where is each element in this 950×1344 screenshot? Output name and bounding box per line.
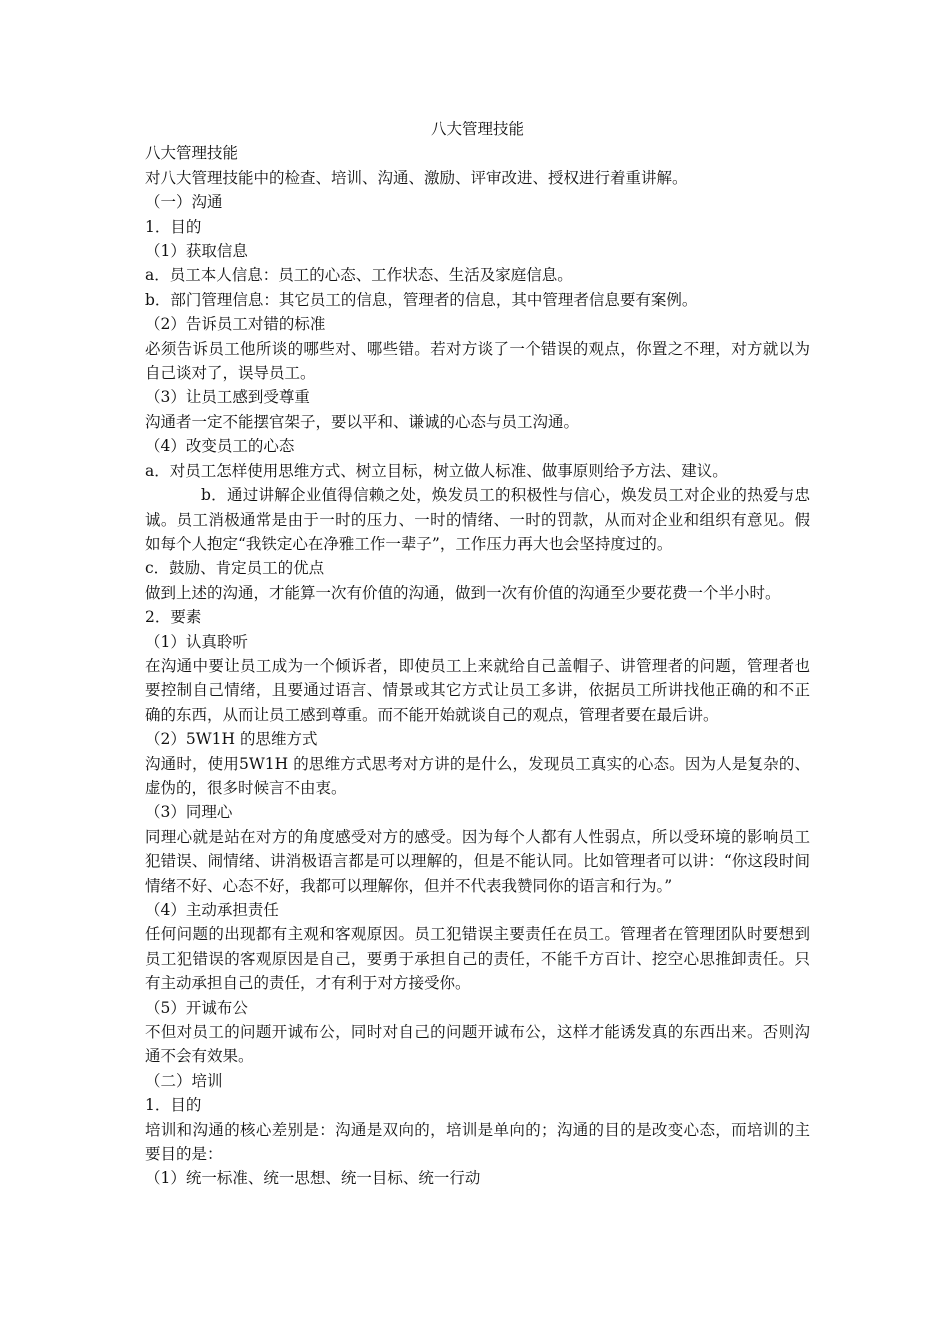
paragraph-5w1h: 沟通时，使用5W1H 的思维方式思考对方讲的是什么，发现员工真实的心态。因为人是复杂的、虚伪的，很多时候言不由衷。 (145, 754, 810, 797)
doc-heading: 八大管理技能 (145, 144, 239, 163)
subsection-heading-purpose: 1．目的 (145, 217, 202, 236)
intro-paragraph: 对八大管理技能中的检查、培训、沟通、激励、评审改进、授权进行着重讲解。 (145, 168, 688, 187)
item-heading-listen: （1）认真聆听 (145, 632, 248, 651)
item-a-employee-info: a．员工本人信息：员工的心态、工作状态、生活及家庭信息。 (145, 266, 573, 285)
subsection-heading-elements: 2．要素 (145, 608, 202, 627)
item-a-thinking: a．对员工怎样使用思维方式、树立目标，树立做人标准、做事原则给予方法、建议。 (145, 461, 728, 480)
item-heading-5w1h: （2）5W1H 的思维方式 (145, 730, 318, 749)
document-title: 八大管理技能 (430, 120, 524, 138)
item-c-encourage: c．鼓励、肯定员工的优点 (145, 559, 325, 578)
item-heading-get-info: （1）获取信息 (145, 242, 248, 261)
item-heading-respect: （3）让员工感到受尊重 (145, 388, 310, 407)
paragraph-openness: 不但对员工的问题开诚布公，同时对自己的问题开诚布公，这样才能诱发真的东西出来。否则沟通不会有效果。 (145, 1023, 810, 1066)
paragraph-responsibility: 任何问题的出现都有主观和客观原因。员工犯错误主要责任在员工。管理者在管理团队时要想到员工犯错误的客观原因是自己，要勇于承担自己的责任，不能千方百计、挖空心思推卸责任。只有主动承担自己的责任，才有利于对方接受你。 (145, 925, 810, 993)
item-heading-standards: （2）告诉员工对错的标准 (145, 315, 326, 334)
paragraph-training-purpose: 培训和沟通的核心差别是：沟通是双向的，培训是单向的；沟通的目的是改变心态，而培训的主要目的是： (145, 1120, 810, 1164)
section-heading-training: （二）培训 (145, 1071, 223, 1090)
item-heading-openness: （5）开诚布公 (145, 998, 248, 1017)
item-heading-mindset: （4）改变员工的心态 (145, 437, 295, 456)
paragraph-empathy: 同理心就是站在对方的角度感受对方的感受。因为每个人都有人性弱点，所以受环境的影响员工犯错误、闹情绪、讲消极语言都是可以理解的，但是不能认同。比如管理者可以讲：“你这段时间情绪不好、心态不好，我都可以理解你，但并不代表我赞同你的语言和行为。” (145, 827, 810, 895)
subsection-heading-training-purpose: 1．目的 (145, 1096, 202, 1115)
paragraph-listen: 在沟通中要让员工成为一个倾诉者，即使员工上来就给自己盖帽子、讲管理者的问题，管理者也要控制自己情绪，且要通过语言、情景或其它方式让员工多讲，依据员工所讲找他正确的和不正确的东西，从而让员工感到尊重。而不能开始就谈自己的观点，管理者要在最后讲。 (145, 656, 810, 724)
item-heading-empathy: （3）同理心 (145, 803, 233, 822)
paragraph-respect: 沟通者一定不能摆官架子，要以平和、谦诚的心态与员工沟通。 (145, 412, 580, 431)
paragraph-valuable-communication: 做到上述的沟通，才能算一次有价值的沟通，做到一次有价值的沟通至少要花费一个半小时。 (145, 583, 781, 602)
item-heading-responsibility: （4）主动承担责任 (145, 901, 279, 919)
section-heading-communication: （一）沟通 (145, 193, 223, 212)
item-b-trust: b．通过讲解企业值得信赖之处，焕发员工的积极性与信心，焕发员工对企业的热爱与忠诚。员工消极通常是由于一时的压力、一时的情绪、一时的罚款，从而对企业和组织有意见。假如每个人抱定“我铁定心在净雅工作一辈子”，工作压力再大也会坚持度过的。 (145, 486, 810, 553)
item-heading-unify: （1）统一标准、统一思想、统一目标、统一行动 (145, 1169, 481, 1188)
document-body (145, 117, 810, 1191)
paragraph-standards: 必须告诉员工他所谈的哪些对、哪些错。若对方谈了一个错误的观点，你置之不理，对方就以为自己谈对了，误导员工。 (145, 339, 810, 383)
item-b-department-info: b．部门管理信息：其它员工的信息，管理者的信息，其中管理者信息要有案例。 (145, 290, 698, 309)
